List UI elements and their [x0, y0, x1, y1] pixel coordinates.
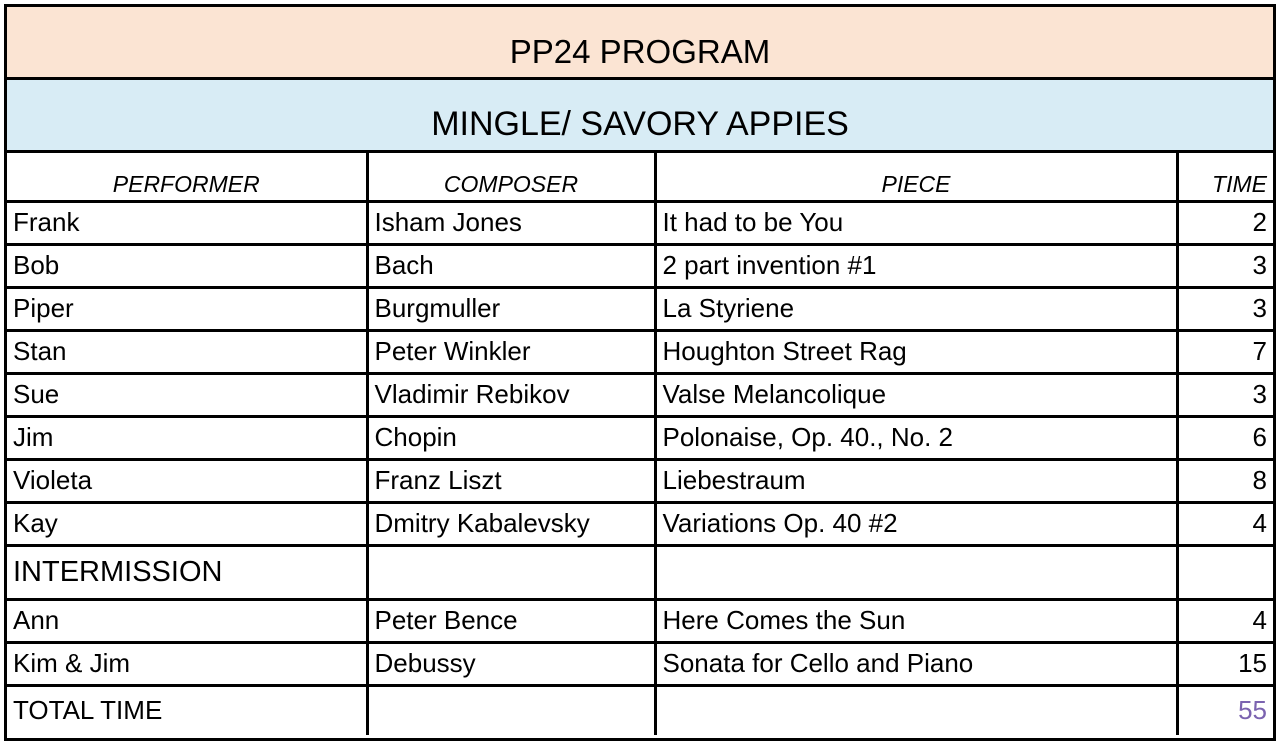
performer-cell: Jim [7, 416, 367, 459]
piece-cell: Valse Melancolique [655, 373, 1177, 416]
table-row [7, 287, 1273, 330]
intermission-label: INTERMISSION [7, 545, 367, 599]
performer-cell: Violeta [7, 459, 367, 502]
composer-cell: Bach [367, 244, 655, 287]
performer-cell: Piper [7, 287, 367, 330]
performer-cell: Kim & Jim [7, 642, 367, 685]
time-cell: 4 [1177, 599, 1273, 642]
table-row [7, 373, 1273, 416]
piece-cell: It had to be You [655, 201, 1177, 244]
piece-cell: Houghton Street Rag [655, 330, 1177, 373]
table-row [7, 330, 1273, 373]
table-row [7, 201, 1273, 244]
table-row [7, 416, 1273, 459]
time-cell: 8 [1177, 459, 1273, 502]
time-cell: 15 [1177, 642, 1273, 685]
program-sheet [4, 4, 1276, 741]
performer-cell: Kay [7, 502, 367, 545]
table-row [7, 642, 1273, 685]
piece-cell: Polonaise, Op. 40., No. 2 [655, 416, 1177, 459]
header-piece: PIECE [655, 153, 1177, 201]
time-cell: 3 [1177, 244, 1273, 287]
empty-cell [367, 545, 655, 599]
piece-cell: Variations Op. 40 #2 [655, 502, 1177, 545]
empty-cell [655, 685, 1177, 735]
piece-cell: Here Comes the Sun [655, 599, 1177, 642]
composer-cell: Peter Bence [367, 599, 655, 642]
total-value: 55 [1177, 685, 1273, 735]
program-table [7, 153, 1273, 735]
composer-cell: Franz Liszt [367, 459, 655, 502]
program-title: PP24 PROGRAM [7, 7, 1273, 80]
piece-cell: Sonata for Cello and Piano [655, 642, 1177, 685]
time-cell: 3 [1177, 287, 1273, 330]
piece-cell: 2 part invention #1 [655, 244, 1177, 287]
composer-cell: Peter Winkler [367, 330, 655, 373]
empty-cell [367, 685, 655, 735]
performer-cell: Ann [7, 599, 367, 642]
composer-cell: Chopin [367, 416, 655, 459]
performer-cell: Frank [7, 201, 367, 244]
total-row [7, 685, 1273, 735]
performer-cell: Stan [7, 330, 367, 373]
header-composer: COMPOSER [367, 153, 655, 201]
composer-cell: Vladimir Rebikov [367, 373, 655, 416]
header-time: TIME [1177, 153, 1273, 201]
intermission-row [7, 545, 1273, 599]
table-row [7, 599, 1273, 642]
time-cell: 2 [1177, 201, 1273, 244]
time-cell: 6 [1177, 416, 1273, 459]
composer-cell: Dmitry Kabalevsky [367, 502, 655, 545]
total-label: TOTAL TIME [7, 685, 367, 735]
time-cell: 7 [1177, 330, 1273, 373]
empty-cell [655, 545, 1177, 599]
piece-cell: La Styriene [655, 287, 1177, 330]
composer-cell: Burgmuller [367, 287, 655, 330]
composer-cell: Isham Jones [367, 201, 655, 244]
performer-cell: Sue [7, 373, 367, 416]
header-performer: PERFORMER [7, 153, 367, 201]
composer-cell: Debussy [367, 642, 655, 685]
table-row [7, 502, 1273, 545]
program-subtitle: MINGLE/ SAVORY APPIES [7, 80, 1273, 153]
empty-cell [1177, 545, 1273, 599]
piece-cell: Liebestraum [655, 459, 1177, 502]
table-row [7, 459, 1273, 502]
header-row [7, 153, 1273, 201]
performer-cell: Bob [7, 244, 367, 287]
time-cell: 4 [1177, 502, 1273, 545]
table-row [7, 244, 1273, 287]
time-cell: 3 [1177, 373, 1273, 416]
